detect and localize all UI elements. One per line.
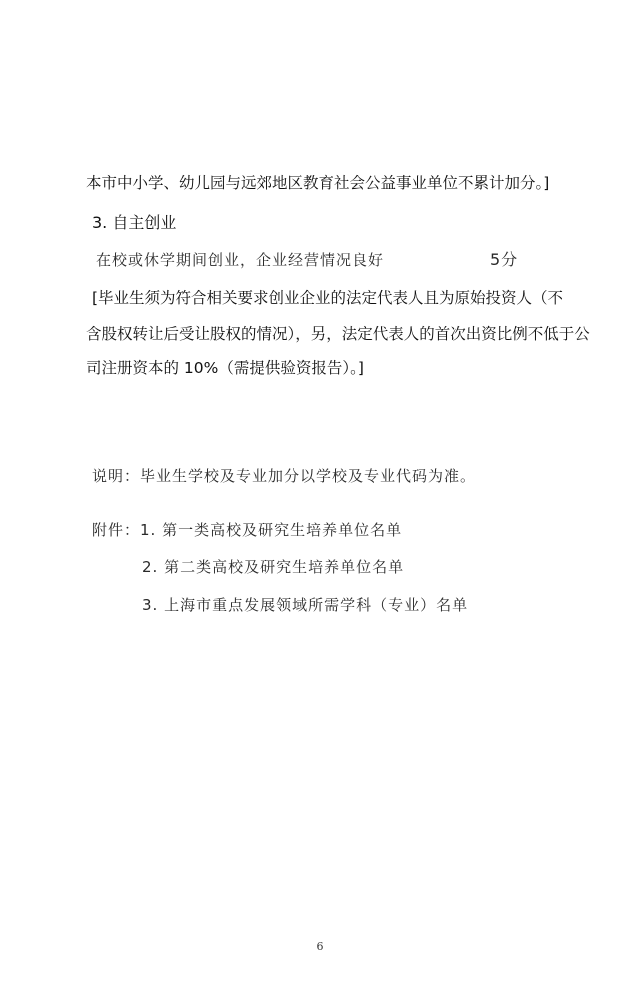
self-employment-item-text: 在校或休学期间创业，企业经营情况良好 bbox=[96, 251, 385, 269]
self-employment-item-score: 5分 bbox=[490, 250, 519, 269]
requirement-note-line-1: [毕业生须为符合相关要求创业企业的法定代表人且为原始投资人（不 bbox=[92, 289, 564, 307]
requirement-note-line-2: 含股权转让后受让股权的情况），另，法定代表人的首次出资比例不低于公 bbox=[86, 325, 590, 343]
requirement-note-line-3: 司注册资本的 10%（需提供验资报告）。] bbox=[86, 359, 364, 377]
explanation-note: 说明：毕业生学校及专业加分以学校及专业代码为准。 bbox=[92, 467, 477, 485]
section-heading-self-employment: 3. 自主创业 bbox=[92, 213, 177, 232]
page-number: 6 bbox=[316, 940, 324, 953]
attachment-item-3: 3. 上海市重点发展领域所需学科（专业）名单 bbox=[142, 596, 469, 614]
attachment-item-1: 附件：1. 第一类高校及研究生培养单位名单 bbox=[92, 521, 403, 539]
paragraph-public-welfare-units: 本市中小学、幼儿园与远郊地区教育社会公益事业单位不累计加分。] bbox=[86, 174, 550, 192]
attachment-item-2: 2. 第二类高校及研究生培养单位名单 bbox=[142, 558, 405, 576]
